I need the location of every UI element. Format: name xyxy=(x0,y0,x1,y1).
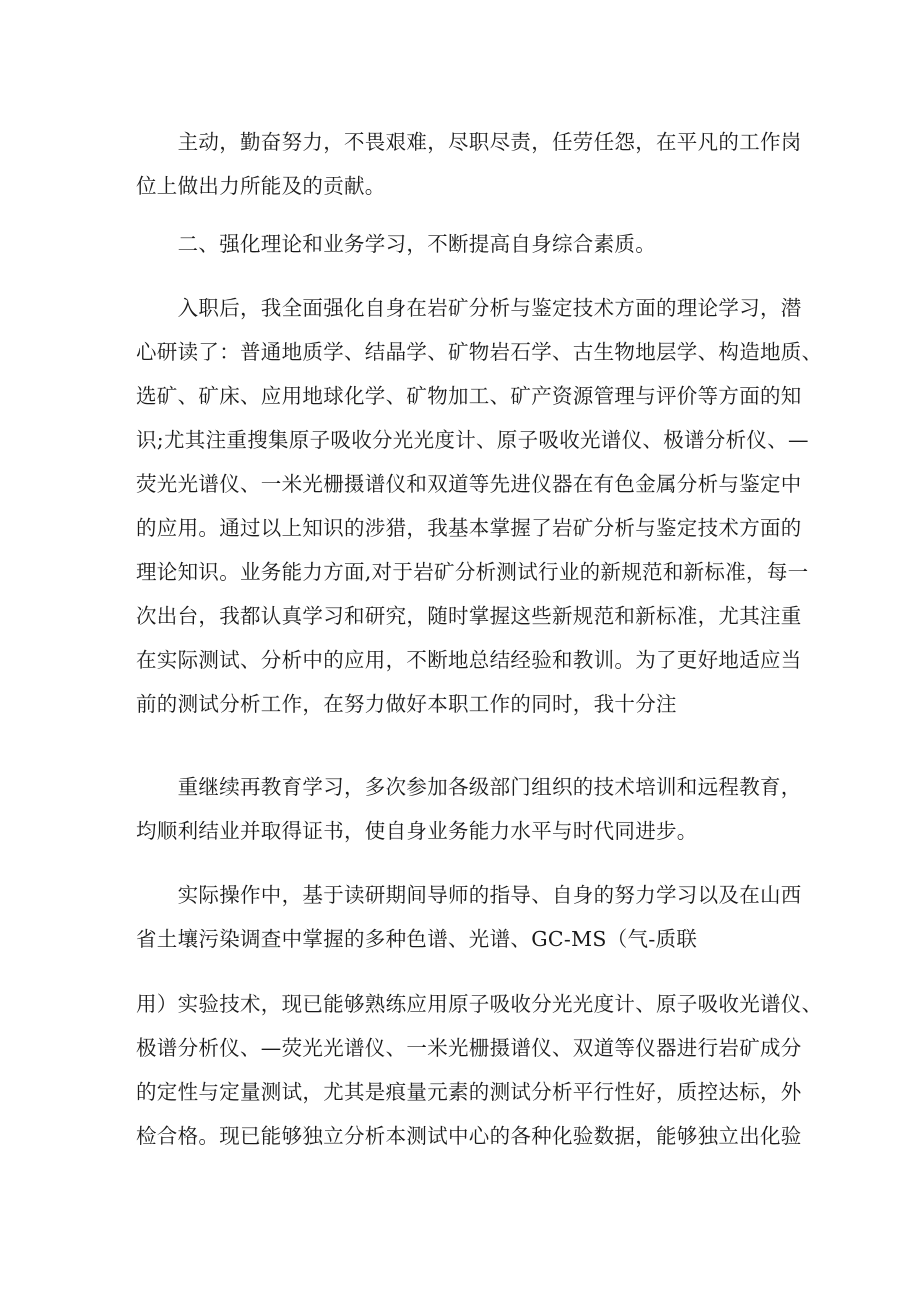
text-line: 实际操作中，基于读研期间导师的指导、自身的努力学习以及在山西 xyxy=(136,883,802,907)
paragraph-4 xyxy=(136,765,802,853)
text-line: 的定性与定量测试，尤其是痕量元素的测试分析平行性好，质控达标，外 xyxy=(136,1080,802,1104)
section-heading-2 xyxy=(136,222,796,266)
text-line: 重继续再教育学习，多次参加各级部门组织的技术培训和远程教育， xyxy=(136,775,802,799)
paragraph-1 xyxy=(136,120,802,208)
text-line: 入职后，我全面强化自身在岩矿分析与鉴定技术方面的理论学习，潜 xyxy=(136,296,802,320)
paragraph-6 xyxy=(136,982,823,1158)
paragraph-5 xyxy=(136,873,802,961)
text-line: 荧光光谱仪、一米光栅摄谱仪和双道等先进仪器在有色金属分析与鉴定中 xyxy=(136,472,802,496)
text-line: 理论知识。业务能力方面,对于岩矿分析测试行业的新规范和新标准，每一 xyxy=(136,560,809,584)
text-line: 前的测试分析工作，在努力做好本职工作的同时，我十分注 xyxy=(136,692,677,716)
text-line: 识;尤其注重搜集原子吸收分光光度计、原子吸收光谱仪、极谱分析仪、— xyxy=(136,428,809,452)
text-line: 省土壤污染调查中掌握的多种色谱、光谱、GC-MS（气-质联 xyxy=(136,927,698,951)
text-line: 用）实验技术，现已能够熟练应用原子吸收分光光度计、原子吸收光谱仪、 xyxy=(136,992,823,1016)
text-line: 检合格。现已能够独立分析本测试中心的各种化验数据，能够独立出化验 xyxy=(136,1124,802,1148)
text-line: 主动，勤奋努力，不畏艰难，尽职尽责，任劳任怨，在平凡的工作岗 xyxy=(136,130,802,154)
text-line: 的应用。通过以上知识的涉猎，我基本掌握了岩矿分析与鉴定技术方面的 xyxy=(136,516,802,540)
text-line: 二、强化理论和业务学习，不断提高自身综合素质。 xyxy=(136,232,656,256)
text-line: 位上做出力所能及的贡献。 xyxy=(136,174,386,198)
text-line: 极谱分析仪、—荧光光谱仪、一米光栅摄谱仪、双道等仪器进行岩矿成分 xyxy=(136,1036,802,1060)
text-line: 选矿、矿床、应用地球化学、矿物加工、矿产资源管理与评价等方面的知 xyxy=(136,384,802,408)
text-line: 均顺利结业并取得证书，使自身业务能力水平与时代同进步。 xyxy=(136,819,698,843)
text-line: 心研读了：普通地质学、结晶学、矿物岩石学、古生物地层学、构造地质、 xyxy=(136,340,823,364)
text-line: 在实际测试、分析中的应用，不断地总结经验和教训。为了更好地适应当 xyxy=(136,648,802,672)
paragraph-3 xyxy=(136,286,823,726)
text-line: 次出台，我都认真学习和研究，随时掌握这些新规范和新标准，尤其注重 xyxy=(136,604,802,628)
